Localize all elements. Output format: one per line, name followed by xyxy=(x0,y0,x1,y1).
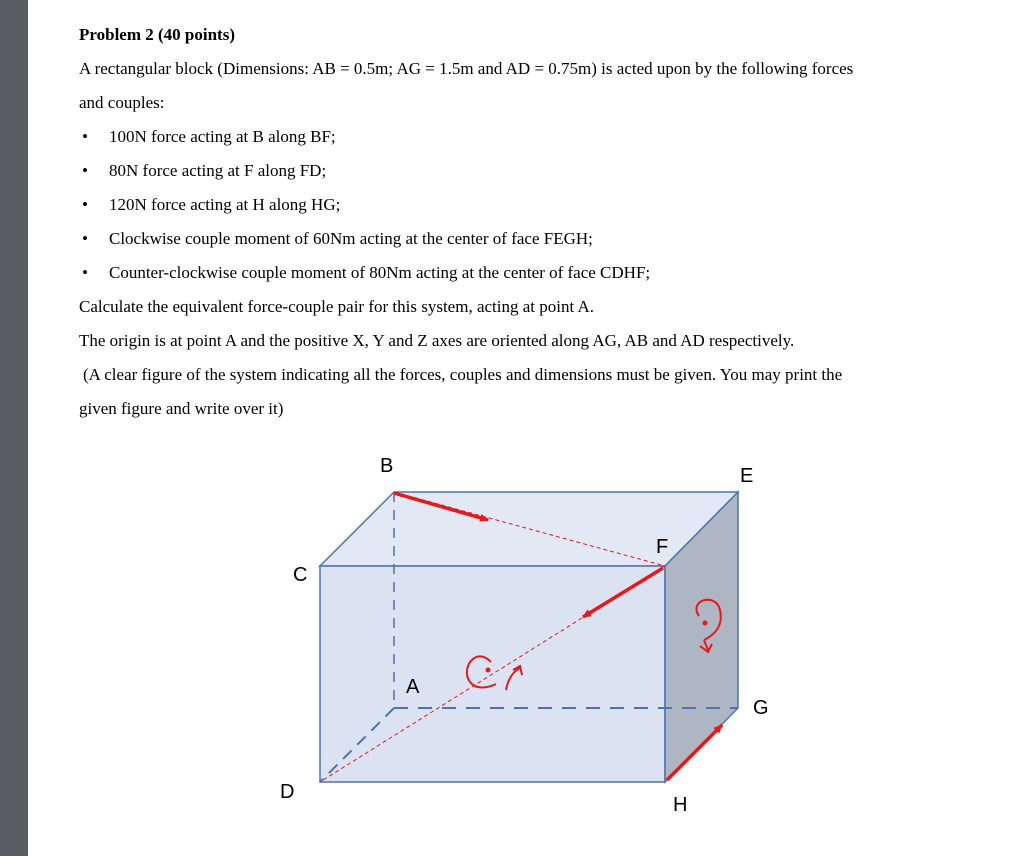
problem-intro-line1: A rectangular block (Dimensions: AB = 0.5m; AG = 1.5m and AD = 0.75m) is acted upon by the following forces xyxy=(79,59,854,78)
label-b: B xyxy=(380,455,394,477)
label-a: A xyxy=(406,676,420,698)
label-f: F xyxy=(656,536,669,558)
load-text: Clockwise couple moment of 60Nm acting at the center of face FEGH; xyxy=(109,229,593,248)
bullet-icon: • xyxy=(82,161,88,180)
bullet-icon: • xyxy=(82,127,88,146)
load-text: 100N force acting at B along BF; xyxy=(109,127,336,146)
figure-note-line2: given figure and write over it) xyxy=(79,399,284,418)
problem-task: Calculate the equivalent force-couple pair for this system, acting at point A. xyxy=(79,297,595,316)
load-text: 80N force acting at F along FD; xyxy=(109,161,327,180)
figure-note-line1: (A clear figure of the system indicating all the forces, couples and dimensions must be given. You may print the xyxy=(83,365,843,384)
label-c: C xyxy=(293,564,308,586)
label-g: G xyxy=(753,697,769,719)
load-text: 120N force acting at H along HG; xyxy=(109,195,341,214)
label-e: E xyxy=(740,465,754,487)
bullet-icon: • xyxy=(82,263,88,282)
bullet-icon: • xyxy=(82,229,88,248)
label-h: H xyxy=(673,794,688,816)
label-d: D xyxy=(280,781,295,803)
load-text: Counter-clockwise couple moment of 80Nm acting at the center of face CDHF; xyxy=(109,263,651,282)
axes-note: The origin is at point A and the positive X, Y and Z axes are oriented along AG, AB and AD respectively. xyxy=(79,331,795,350)
problem-intro-line2: and couples: xyxy=(79,93,165,112)
bullet-icon: • xyxy=(82,195,88,214)
problem-heading: Problem 2 (40 points) xyxy=(79,25,235,44)
